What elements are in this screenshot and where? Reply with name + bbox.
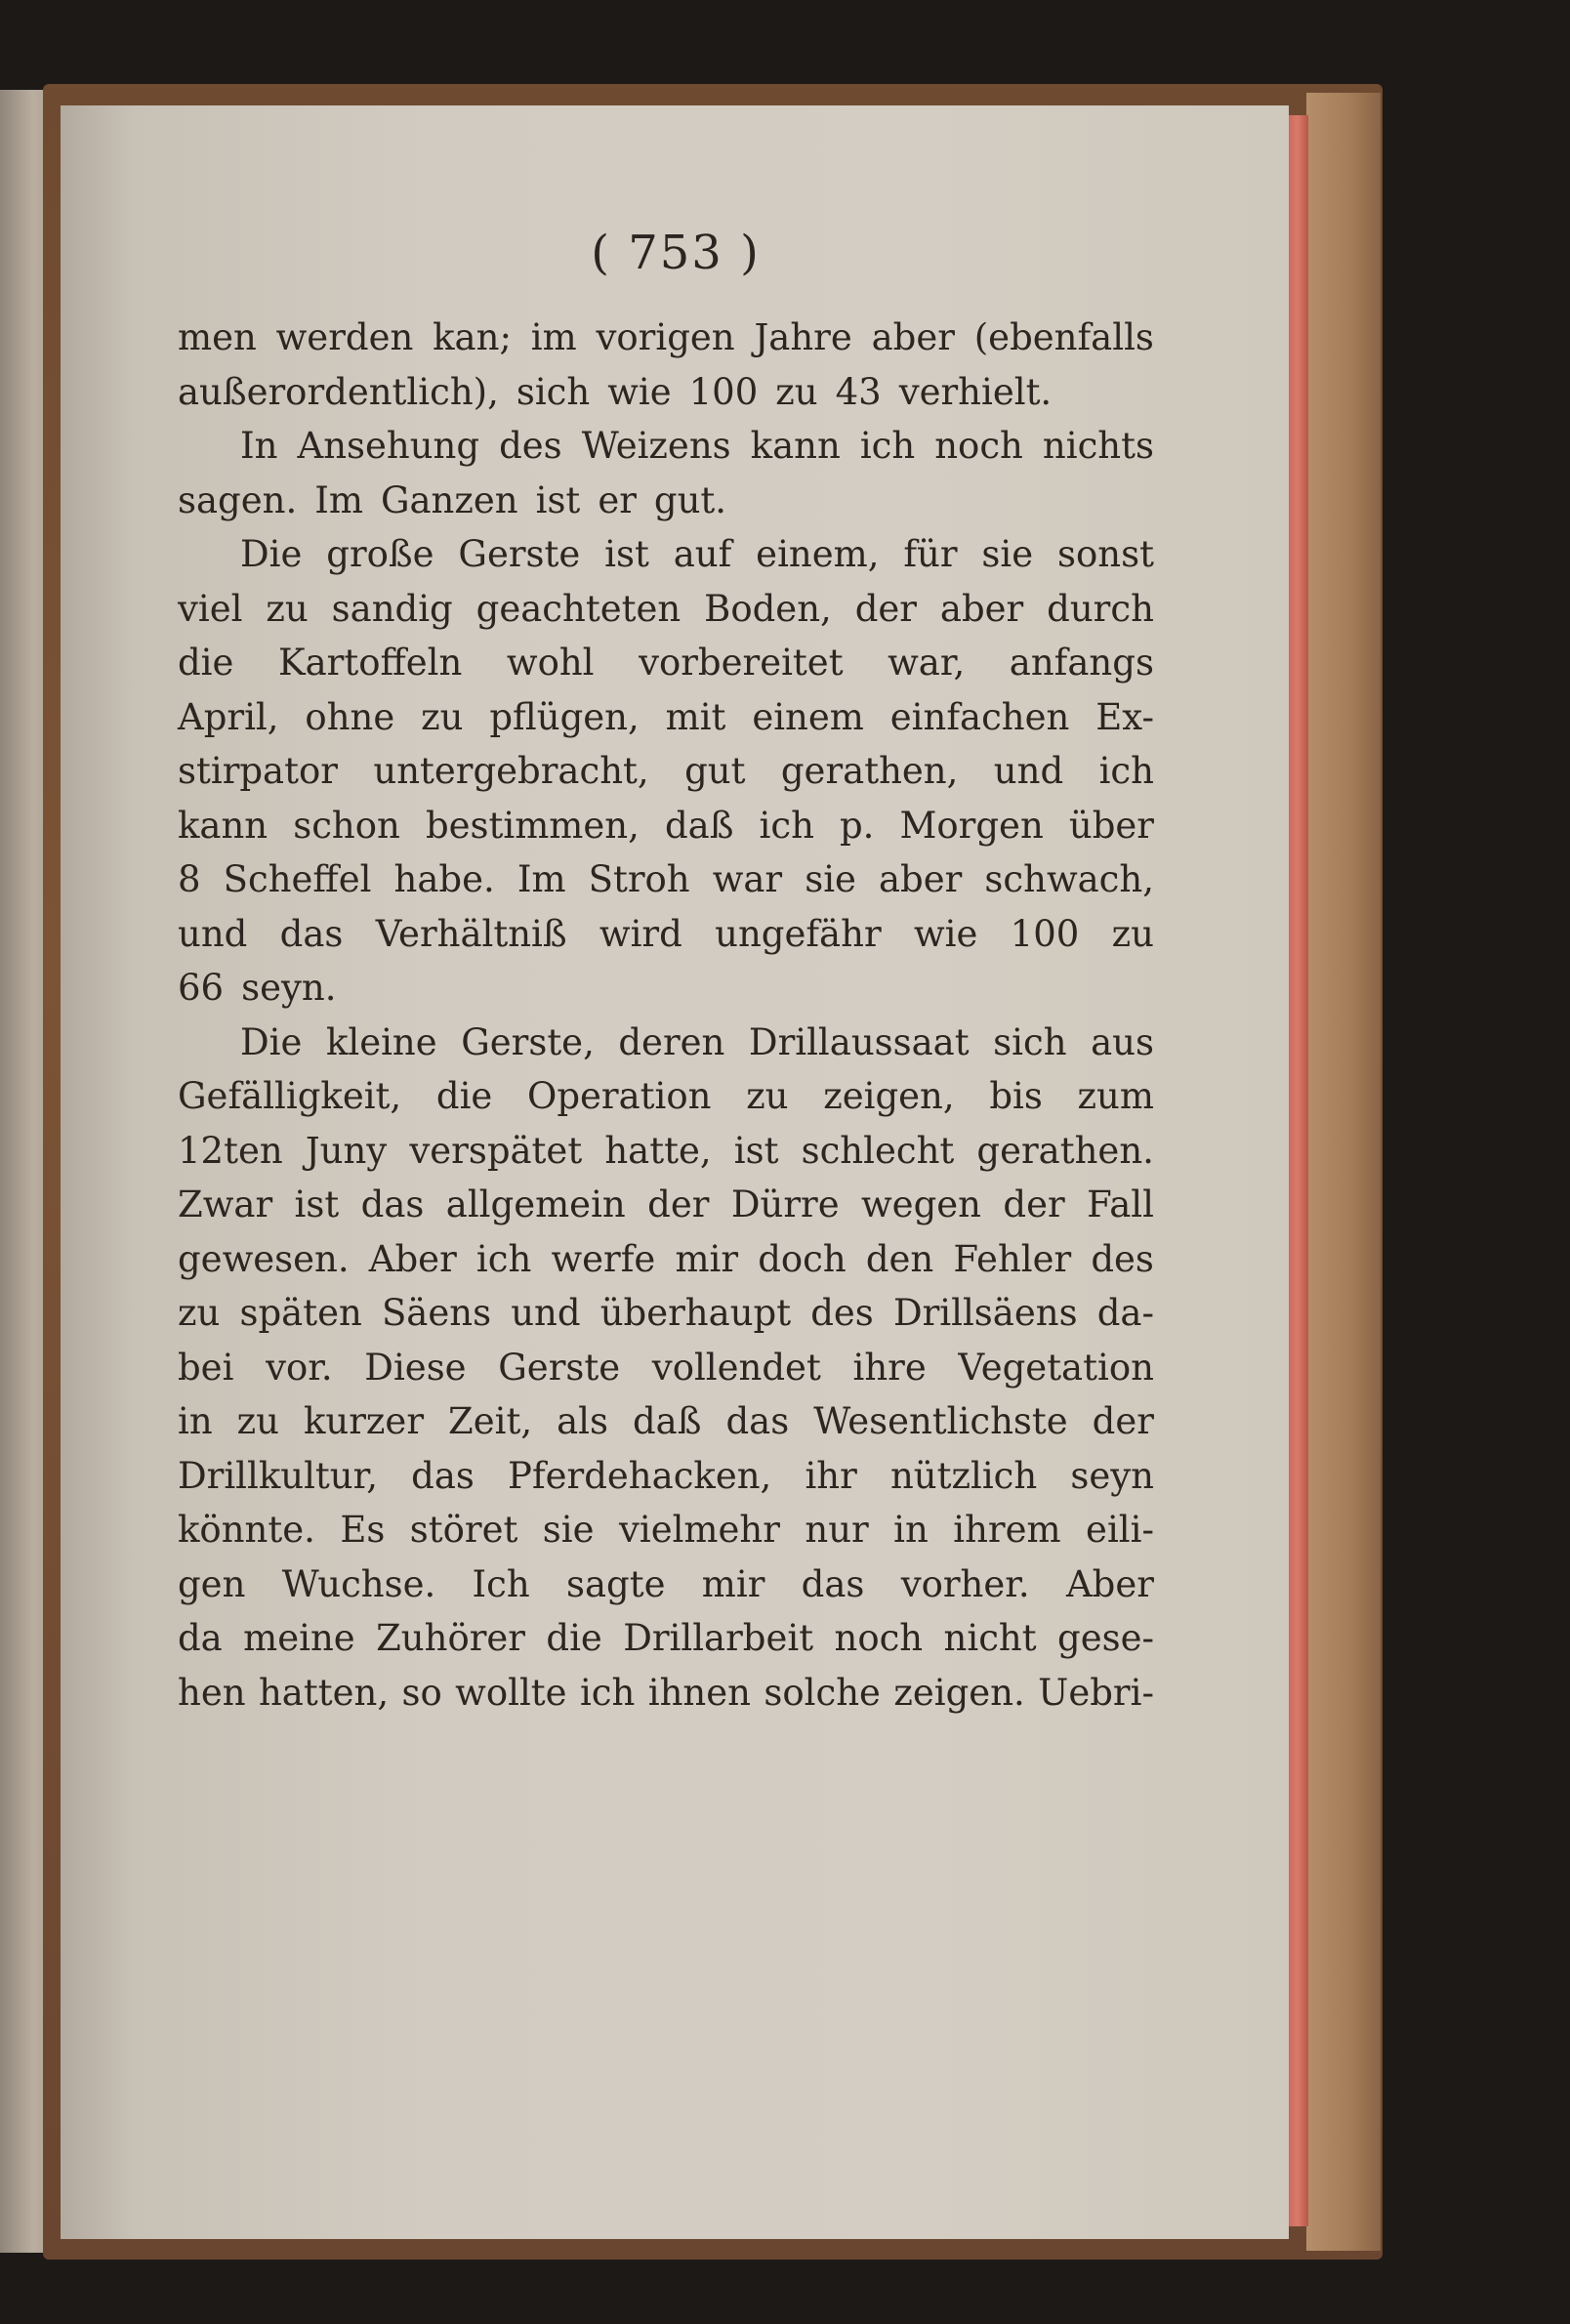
text-line: in zu kurzer Zeit, als daß das Wesentlichste der [178, 1400, 1154, 1442]
text-line: viel zu sandig geachteten Boden, der aber durch [178, 587, 1154, 630]
text-line: April, ohne zu pflügen, mit einem einfachen Ex- [178, 695, 1154, 738]
text-line: 8 Scheffel habe. Im Stroh war sie aber schwach, [178, 858, 1154, 900]
text-line: In Ansehung des Weizens kann ich noch nichts [240, 425, 1154, 467]
body-text [178, 311, 1154, 1720]
text-line: Die große Gerste ist auf einem, für sie sonst [240, 533, 1154, 575]
text-line: Zwar ist das allgemein der Dürre wegen der Fall [178, 1183, 1154, 1225]
text-line: hen hatten, so wollte ich ihnen solche zeigen. Uebri- [178, 1671, 1154, 1714]
text-line: gen Wuchse. Ich sagte mir das vorher. Aber [178, 1562, 1154, 1605]
text-line: stirpator untergebracht, gut gerathen, und ich [178, 750, 1154, 792]
text-line: men werden kan; im vorigen Jahre aber (ebenfalls [178, 316, 1154, 358]
cover-edge [1306, 93, 1381, 2251]
text-line: und das Verhältniß wird ungefähr wie 100 zu [178, 912, 1154, 955]
text-line: 66 seyn. [178, 967, 337, 1009]
page-number: ( 753 ) [591, 226, 761, 280]
text-line: gewesen. Aber ich werfe mir doch den Fehler des [178, 1237, 1154, 1280]
text-line: sagen. Im Ganzen ist er gut. [178, 478, 727, 521]
text-line: Die kleine Gerste, deren Drillaussaat sich aus [240, 1020, 1154, 1063]
text-line: könnte. Es störet sie vielmehr nur in ihrem eili- [178, 1509, 1154, 1551]
red-page-edge [1287, 115, 1308, 2226]
text-line: Drillkultur, das Pferdehacken, ihr nützlich seyn [178, 1454, 1154, 1497]
text-line: die Kartoffeln wohl vorbereitet war, anfangs [178, 642, 1154, 684]
text-line: da meine Zuhörer die Drillarbeit noch nicht gese- [178, 1617, 1154, 1659]
text-line: kann schon bestimmen, daß ich p. Morgen über [178, 804, 1154, 847]
text-line: Gefälligkeit, die Operation zu zeigen, bis zum [178, 1075, 1154, 1117]
text-line: zu späten Säens und überhaupt des Drillsäens da- [178, 1292, 1154, 1334]
text-line: außerordentlich), sich wie 100 zu 43 verhielt. [178, 370, 1053, 413]
book-page [61, 105, 1289, 2239]
text-line: 12ten Juny verspätet hatte, ist schlecht gerathen. [178, 1129, 1154, 1172]
text-line: bei vor. Diese Gerste vollendet ihre Vegetation [178, 1346, 1154, 1389]
